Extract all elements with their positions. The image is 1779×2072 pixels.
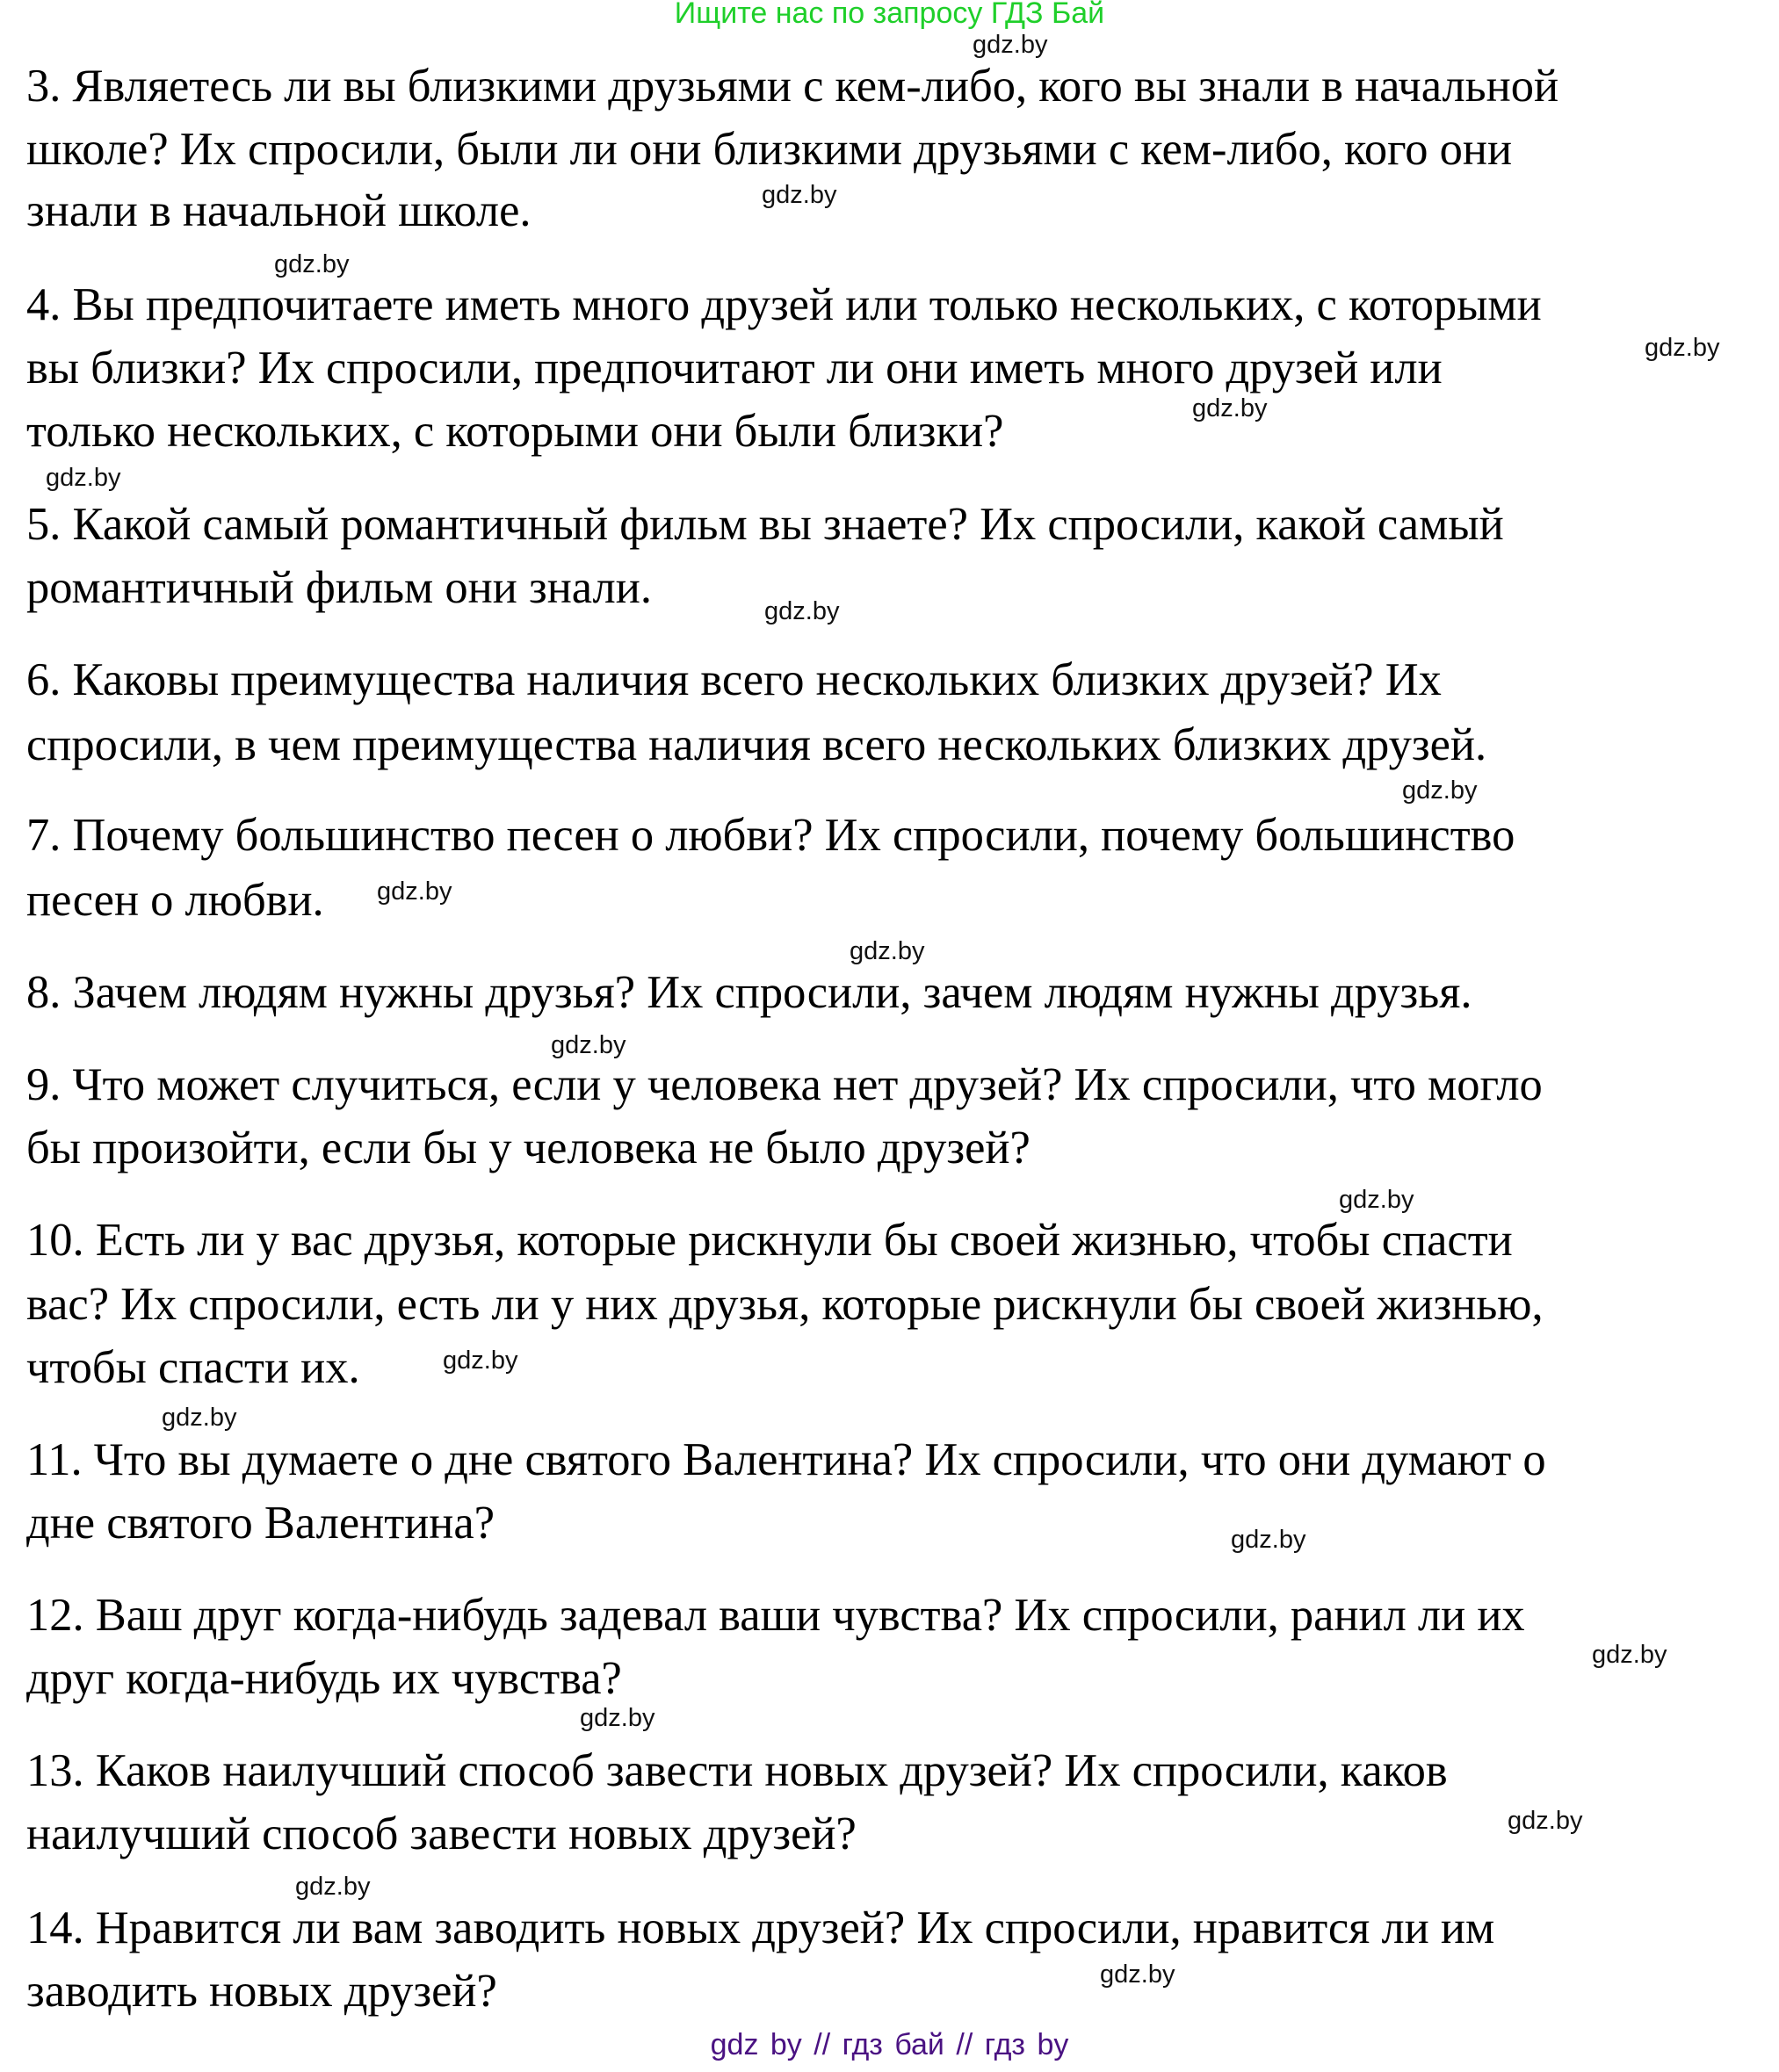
gdz-watermark: gdz.by <box>1231 1526 1306 1554</box>
question-line: 14. Нравится ли вам заводить новых друзей? Их спросили, нравится ли им <box>26 1902 1495 1953</box>
question-line: 7. Почему большинство песен о любви? Их спросили, почему большинство <box>26 810 1515 861</box>
question-line: заводить новых друзей? <box>26 1965 497 2017</box>
gdz-watermark: gdz.by <box>377 877 452 906</box>
question-line: школе? Их спросили, были ли они близкими друзьями с кем-либо, кого они <box>26 123 1513 175</box>
question-line: песен о любви. <box>26 874 324 926</box>
question-line: 3. Являетесь ли вы близкими друзьями с кем-либо, кого вы знали в начальной <box>26 60 1559 112</box>
question-line: 13. Каков наилучший способ завести новых друзей? Их спросили, каков <box>26 1745 1448 1796</box>
question-line: знали в начальной школе. <box>26 185 532 236</box>
question-line: чтобы спасти их. <box>26 1342 360 1393</box>
gdz-watermark: gdz.by <box>1100 1960 1175 1989</box>
gdz-watermark: gdz.by <box>1508 1807 1583 1835</box>
gdz-watermark: gdz.by <box>973 31 1048 59</box>
question-line: 11. Что вы думаете о дне святого Валентина? Их спросили, что они думают о <box>26 1434 1546 1485</box>
gdz-watermark: gdz.by <box>46 464 121 492</box>
gdz-watermark: gdz.by <box>443 1346 518 1375</box>
question-line: 9. Что может случиться, если у человека нет друзей? Их спросили, что могло <box>26 1058 1543 1110</box>
gdz-watermark: gdz.by <box>1339 1186 1414 1214</box>
question-line: 4. Вы предпочитаете иметь много друзей или только нескольких, с которыми <box>26 278 1542 330</box>
question-line: вы близки? Их спросили, предпочитают ли они иметь много друзей или <box>26 342 1443 393</box>
gdz-watermark: gdz.by <box>1402 776 1478 805</box>
question-line: романтичный фильм они знали. <box>26 562 652 613</box>
question-line: дне святого Валентина? <box>26 1498 495 1549</box>
gdz-watermark: gdz.by <box>580 1704 655 1732</box>
question-line: друг когда-нибудь их чувства? <box>26 1653 622 1704</box>
gdz-watermark: gdz.by <box>762 181 837 209</box>
question-line: 5. Какой самый романтичный фильм вы знаете? Их спросили, какой самый <box>26 499 1504 550</box>
question-line: только нескольких, с которыми они были близки? <box>26 405 1004 457</box>
gdz-watermark: gdz.by <box>850 937 925 965</box>
gdz-watermark: gdz.by <box>162 1404 237 1432</box>
footer-watermark: gdz by // гдз бай // гдз by <box>710 2028 1069 2061</box>
gdz-watermark: gdz.by <box>1592 1641 1667 1669</box>
question-line: 12. Ваш друг когда-нибудь задевал ваши чувства? Их спросили, ранил ли их <box>26 1590 1525 1641</box>
question-line: наилучший способ завести новых друзей? <box>26 1808 857 1859</box>
question-line: 6. Каковы преимущества наличия всего нескольких близких друзей? Их <box>26 654 1442 705</box>
gdz-watermark: gdz.by <box>295 1873 371 1901</box>
gdz-watermark: gdz.by <box>1192 394 1268 422</box>
gdz-watermark: gdz.by <box>274 250 350 278</box>
question-line: 10. Есть ли у вас друзья, которые рискнули бы своей жизнью, чтобы спасти <box>26 1214 1513 1266</box>
gdz-watermark: gdz.by <box>764 597 840 625</box>
question-line: 8. Зачем людям нужны друзья? Их спросили, зачем людям нужны друзья. <box>26 966 1472 1018</box>
gdz-watermark: gdz.by <box>551 1031 626 1059</box>
question-line: бы произойти, если бы у человека не было друзей? <box>26 1122 1031 1173</box>
question-line: спросили, в чем преимущества наличия всего нескольких близких друзей. <box>26 718 1487 770</box>
question-line: вас? Их спросили, есть ли у них друзья, которые рискнули бы своей жизнью, <box>26 1279 1544 1330</box>
search-hint-banner: Ищите нас по запросу ГДЗ Бай <box>674 0 1105 30</box>
gdz-watermark: gdz.by <box>1645 334 1720 362</box>
